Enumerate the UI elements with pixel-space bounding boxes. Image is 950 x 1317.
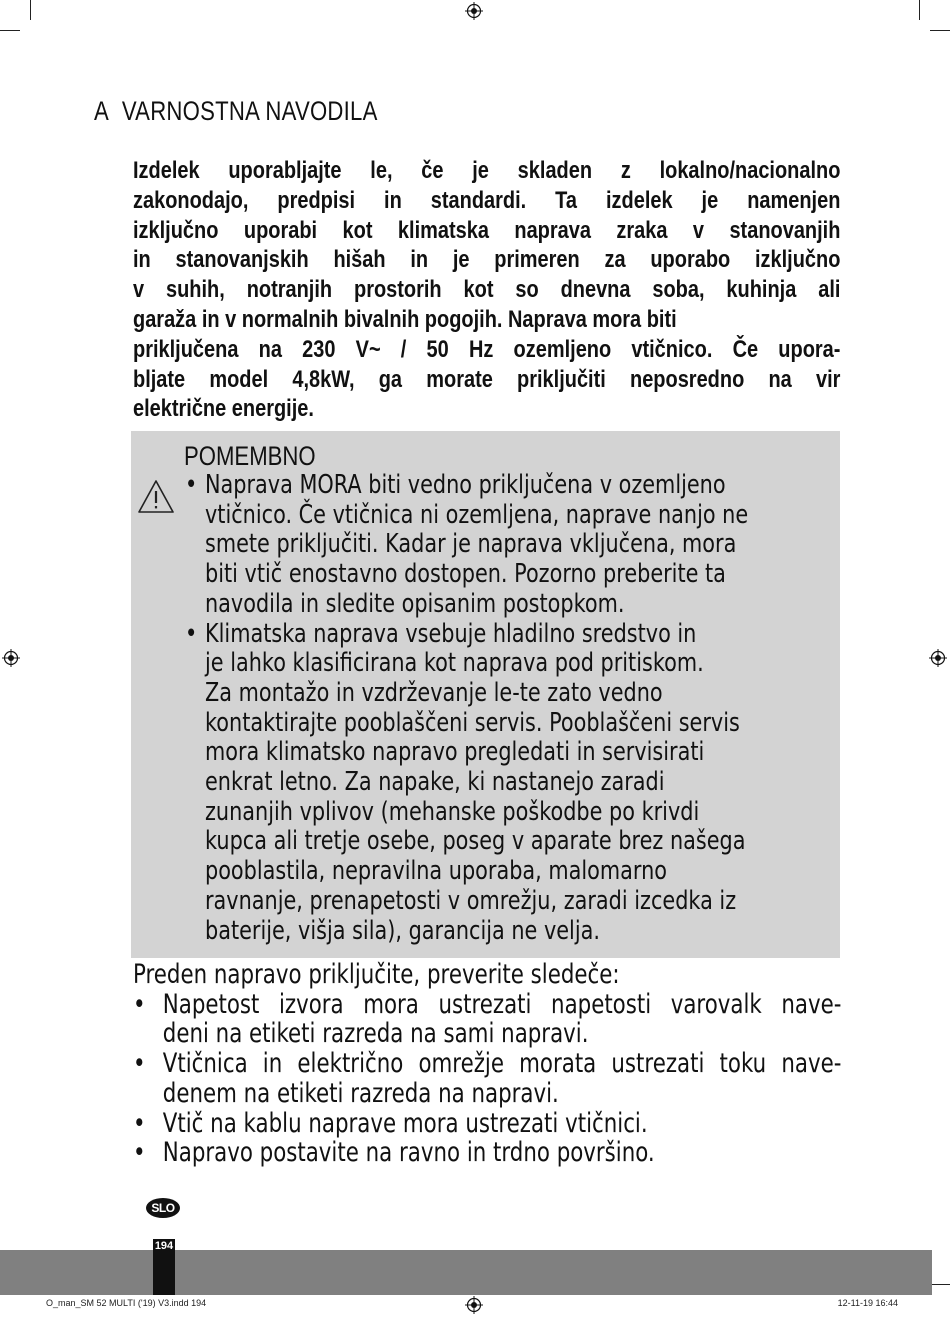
intro-line: bljate model 4,8kW, ga morate priključiti neposredno na vir <box>133 365 841 393</box>
print-slug-date: 12-11-19 16:44 <box>837 1298 898 1308</box>
intro-line: garaža in v normalnih bivalnih pogojih. Naprava mora biti <box>133 305 677 333</box>
language-badge: SLO <box>146 1198 180 1218</box>
checklist-item-line: denem na etiketi razreda na napravi. <box>162 1077 559 1109</box>
warning-triangle-icon <box>137 478 175 516</box>
notice-item-line <box>185 620 825 650</box>
checklist-item-text: Vtič na kablu naprave mora ustrezati vtičnici. <box>162 1107 648 1139</box>
checklist-item-line <box>133 1138 841 1168</box>
crop-mark <box>30 0 31 20</box>
bullet-icon: • <box>133 1107 146 1139</box>
registration-mark-icon <box>465 1296 483 1314</box>
notice-item-line: kontaktirajte pooblaščeni servis. Pooblaščeni servis <box>205 707 740 738</box>
bullet-icon: • <box>133 1137 146 1169</box>
notice-item-line: vtičnico. Če vtičnica ni ozemljena, naprave nanjo ne <box>205 499 749 530</box>
notice-item-line <box>185 471 825 501</box>
registration-mark-icon <box>929 649 947 667</box>
notice-item-line: smete priključiti. Kadar je naprava vključena, mora <box>205 529 737 560</box>
notice-item-text: Naprava MORA biti vedno priključena v ozemljeno <box>205 470 726 500</box>
bullet-icon: • <box>185 470 198 500</box>
intro-paragraph <box>133 156 840 424</box>
intro-line: in stanovanjskih hišah in je primeren za uporabo izključno <box>133 246 841 274</box>
checklist <box>133 960 841 1168</box>
notice-body <box>185 471 825 946</box>
notice-item-line: baterije, višja sila), garancija ne velja. <box>205 915 600 946</box>
checklist-lead: Preden napravo priključite, preverite sledeče: <box>133 959 620 990</box>
checklist-item-line: deni na etiketi razreda na sami napravi. <box>162 1018 589 1050</box>
checklist-item-text: Vtičnica in električno omrežje morata ustrezati toku nave- <box>162 1048 842 1080</box>
intro-line: priključena na 230 V~ / 50 Hz ozemljeno vtičnico. Če upora- <box>133 335 841 363</box>
notice-item-line: Za montažo in vzdrževanje le-te zato vedno <box>205 677 663 708</box>
intro-line: zakonodajo, predpisi in standardi. Ta izdelek je namenjen <box>133 186 841 214</box>
intro-line: električne energije. <box>133 395 314 423</box>
notice-item-line: navodila in sledite opisanim postopkom. <box>205 588 625 619</box>
notice-title: POMEMBNO <box>184 441 316 471</box>
checklist-item-text: Napetost izvora mora ustrezati napetosti varovalk nave- <box>162 988 842 1020</box>
crop-mark <box>919 0 920 20</box>
crop-mark <box>0 30 20 31</box>
notice-item-line: biti vtič enostavno dostopen. Pozorno preberite ta <box>205 559 726 590</box>
page-number: 194 <box>154 1240 174 1252</box>
intro-line: v suhih, notranjih prostorih kot so dnevna soba, kuhinja ali <box>133 276 841 304</box>
notice-item-line: je lahko klasificirana kot naprava pod pritiskom. <box>205 648 704 679</box>
bullet-icon: • <box>185 618 198 649</box>
notice-item-text: Klimatska naprava vsebuje hladilno sredstvo in <box>205 618 697 649</box>
checklist-item-line <box>133 990 841 1020</box>
checklist-item-text: Napravo postavite na ravno in trdno površino. <box>162 1137 655 1169</box>
crop-mark <box>930 1284 950 1285</box>
section-letter: A <box>94 96 110 126</box>
checklist-item-line <box>133 1049 841 1079</box>
registration-mark-icon <box>465 2 483 20</box>
notice-item-line: kupca ali tretje osebe, poseg v aparate brez našega <box>205 826 746 857</box>
notice-item-line: mora klimatsko napravo pregledati in servisirati <box>205 737 705 768</box>
intro-line: izključno uporabi kot klimatska naprava zraka v stanovanjih <box>133 216 841 244</box>
print-slug-file: O_man_SM 52 MULTI ('19) V3.indd 194 <box>46 1298 207 1308</box>
footer-band <box>0 1250 932 1295</box>
section-title: VARNOSTNA NAVODILA <box>121 96 378 126</box>
crop-mark <box>930 30 950 31</box>
section-heading <box>94 96 378 127</box>
checklist-item-line <box>133 1109 841 1139</box>
notice-item-line: ravnanje, prenapetosti v omrežju, zaradi izcedka iz <box>205 885 737 916</box>
bullet-icon: • <box>133 988 146 1020</box>
bullet-icon: • <box>133 1048 146 1080</box>
registration-mark-icon <box>2 649 20 667</box>
notice-item-line: pooblastila, nepravilna uporaba, malomarno <box>205 856 667 887</box>
notice-item-line: zunanjih vplivov (mehanske poškodbe po krivdi <box>205 796 700 827</box>
notice-item-line: enkrat letno. Za napake, ki nastanejo zaradi <box>205 767 665 798</box>
intro-line: Izdelek uporabljajte le, če je skladen z lokalno/nacionalno <box>133 157 841 184</box>
